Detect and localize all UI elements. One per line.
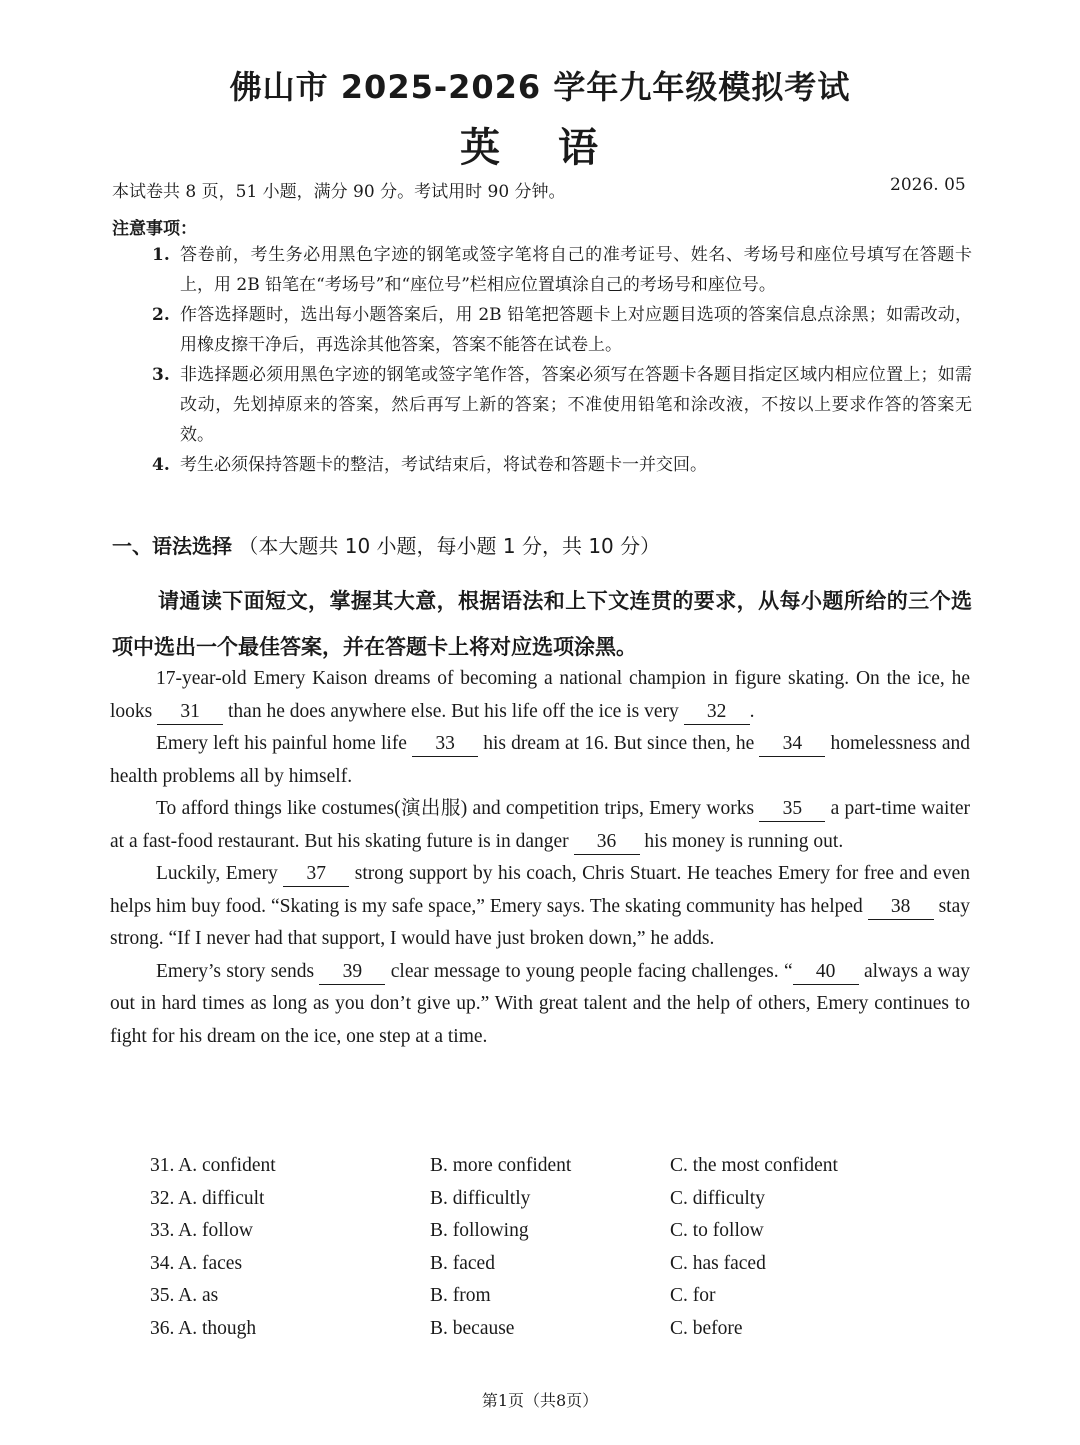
option-row [150, 1150, 950, 1183]
option-a: 34. A. faces [150, 1252, 243, 1274]
notice-item-number: 2. [152, 305, 170, 325]
notice-item-number: 3. [152, 365, 170, 385]
blank-35: 35 [759, 797, 825, 822]
option-row [150, 1248, 950, 1281]
passage-text: To afford things like costumes(演出服) and competition trips, Emery works [156, 798, 755, 819]
passage-text: homelessness and health problems all by himself. [110, 733, 970, 787]
blank-31: 31 [157, 700, 223, 725]
passage-paragraph [110, 858, 970, 956]
passage-text: Luckily, Emery [156, 863, 278, 884]
blank-34: 34 [759, 732, 825, 757]
passage-paragraph [110, 728, 970, 793]
option-c: C. difficulty [670, 1187, 765, 1209]
option-c: C. for [670, 1285, 716, 1306]
blank-33: 33 [412, 732, 478, 757]
passage-text: strong support by his coach, Chris Stuart. He teaches Emery for free and even helps him buy food. “Skating is my safe space,” Emery says. The skating community has helped [110, 863, 971, 917]
blank-37: 37 [283, 862, 349, 887]
subject-title: 英 语 [460, 125, 620, 171]
option-row [150, 1280, 950, 1313]
passage-text: his money is running out. [644, 830, 844, 852]
notice-item [152, 360, 972, 450]
option-a: 33. A. follow [150, 1220, 253, 1241]
blank-36: 36 [574, 830, 640, 855]
notice-item-text: 答卷前，考生务必用黑色字迹的钢笔或签字笔将自己的准考证号、姓名、考场号和座位号填写在答题卡上，用 2B 铅笔在“考场号”和“座位号”栏相应位置填涂自己的考场号和座位号。 [180, 245, 972, 295]
passage-text: Emery’s story sends [156, 960, 315, 982]
passage-text: always a way out in hard times as long as you don’t give up.” With great talent and the help of others, Emery continues to fight for his dream on the ice, one step at a time. [110, 960, 970, 1047]
reading-passage [110, 663, 970, 1053]
option-b: B. from [430, 1285, 491, 1306]
page-footer: 第1页（共8页） [481, 1391, 599, 1410]
blank-38: 38 [868, 895, 934, 920]
blank-39: 39 [319, 960, 385, 985]
passage-text: 17-year-old Emery Kaison dreams of becoming a national champion in figure skating. On the ice, he looks [110, 668, 970, 722]
answer-options [150, 1150, 950, 1345]
passage-text: . [749, 700, 755, 722]
exam-meta: 本试卷共 8 页，51 小题，满分 90 分。考试用时 90 分钟。 [112, 182, 566, 202]
blank-32: 32 [684, 700, 750, 725]
option-b: B. difficultly [430, 1187, 531, 1209]
option-b: B. following [430, 1220, 529, 1241]
passage-text: than he does anywhere else. But his life off the ice is very [228, 700, 679, 722]
passage-paragraph [110, 956, 970, 1054]
option-c: C. has faced [670, 1252, 766, 1274]
option-c: C. before [670, 1317, 743, 1339]
option-row [150, 1215, 950, 1248]
option-row [150, 1183, 950, 1216]
passage-text: Emery left his painful home life [156, 733, 407, 754]
option-c: C. to follow [670, 1220, 764, 1241]
passage-text: stay strong. “If I never had that support, I would have just broken down,” he adds. [110, 895, 970, 949]
notice-item-text: 考生必须保持答题卡的整洁，考试结束后，将试卷和答题卡一并交回。 [180, 455, 707, 475]
passage-text: clear message to young people facing challenges. “ [390, 960, 793, 982]
option-a: 32. A. difficult [150, 1187, 265, 1209]
option-b: B. because [430, 1317, 515, 1339]
option-c: C. the most confident [670, 1155, 838, 1176]
option-a: 31. A. confident [150, 1155, 276, 1176]
option-a: 36. A. though [150, 1317, 257, 1339]
section-title: 一、语法选择 [112, 534, 232, 558]
section-instruction: 请通读下面短文，掌握其大意，根据语法和上下文连贯的要求，从每小题所给的三个选项中选出一个最佳答案，并在答题卡上将对应选项涂黑。 [112, 589, 972, 659]
option-row [150, 1313, 950, 1346]
passage-text: his dream at 16. But since then, he [483, 733, 755, 754]
passage-paragraph [110, 793, 970, 858]
notice-item [152, 240, 972, 300]
blank-40: 40 [793, 960, 859, 985]
exam-title: 佛山市 2025-2026 学年九年级模拟考试 [229, 68, 851, 106]
notice-item-text: 非选择题必须用黑色字迹的钢笔或签字笔作答，答案必须写在答题卡各题目指定区域内相应位置上；如需改动，先划掉原来的答案，然后再写上新的答案；不准使用铅笔和涂改液，不按以上要求作答的答案无效。 [180, 365, 972, 445]
option-a: 35. A. as [150, 1285, 219, 1306]
notice-list [152, 240, 972, 480]
option-b: B. more confident [430, 1155, 572, 1176]
passage-text: a part-time waiter at a fast-food restaurant. But his skating future is in danger [110, 798, 971, 852]
exam-date: 2026. 05 [890, 175, 966, 195]
passage-paragraph [110, 663, 970, 728]
notice-item [152, 450, 972, 480]
section-detail: （本大题共 10 小题，每小题 1 分，共 10 分） [238, 534, 661, 558]
section-heading [112, 530, 660, 559]
notice-item [152, 300, 972, 360]
option-b: B. faced [430, 1252, 495, 1274]
notice-item-text: 作答选择题时，选出每小题答案后，用 2B 铅笔把答题卡上对应题目选项的答案信息点涂黑；如需改动，用橡皮擦干净后，再选涂其他答案，答案不能答在试卷上。 [180, 305, 972, 355]
notice-item-number: 4. [152, 455, 170, 475]
notice-item-number: 1. [152, 245, 170, 265]
notice-heading: 注意事项： [112, 219, 197, 239]
